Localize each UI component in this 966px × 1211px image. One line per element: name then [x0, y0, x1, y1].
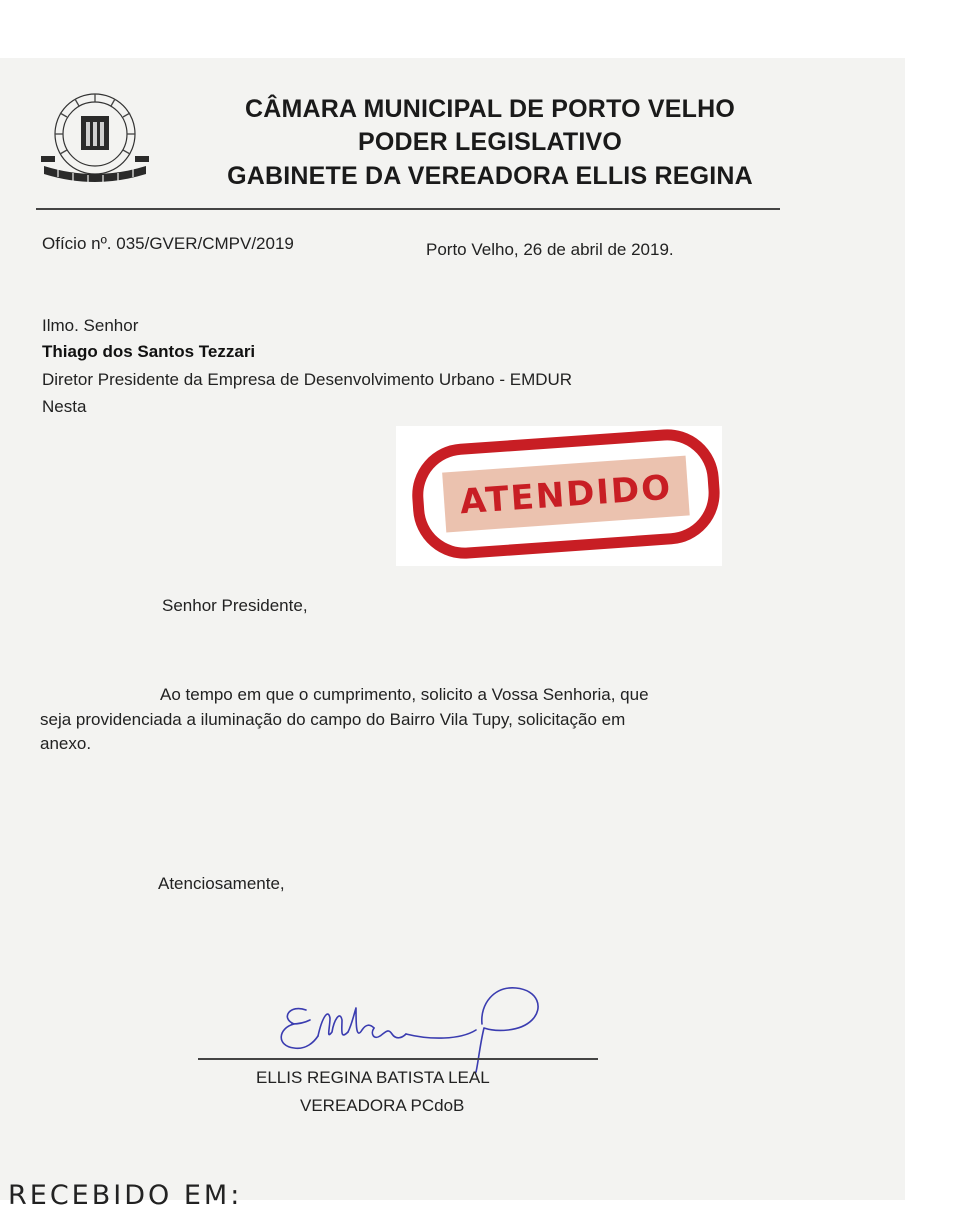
letterhead-branch: PODER LEGISLATIVO — [357, 128, 623, 156]
paragraph-line-2: seja providenciada a iluminação do campo do Bairro Vila Tupy, solicitação em — [40, 709, 626, 729]
greeting: Senhor Presidente, — [162, 596, 308, 615]
signatory-role: VEREADORA PCdoB — [300, 1096, 465, 1115]
paragraph-line-3: anexo. — [40, 734, 92, 753]
paragraph-line-1: Ao tempo em que o cumprimento, solicito a Vossa Senhoria, que — [160, 685, 649, 704]
letterhead-chamber-name: CÂMARA MUNICIPAL DE PORTO VELHO — [244, 95, 735, 123]
closing: Atenciosamente, — [158, 874, 285, 893]
recipient-location: Nesta — [42, 397, 87, 416]
body-paragraph — [40, 683, 768, 757]
letterhead-office: GABINETE DA VEREADORA ELLIS REGINA — [227, 162, 753, 190]
document-number: Ofício nº. 035/GVER/CMPV/2019 — [42, 234, 294, 253]
signatory-name: ELLIS REGINA BATISTA LEAL — [256, 1068, 490, 1087]
municipal-seal-logo — [38, 86, 152, 188]
recipient-title: Diretor Presidente da Empresa de Desenvolvimento Urbano - EMDUR — [42, 370, 573, 389]
received-label: RECEBIDO EM: — [8, 1180, 243, 1211]
signature-line — [198, 1058, 598, 1060]
recipient-salutation: Ilmo. Senhor — [42, 316, 139, 335]
place-date: Porto Velho, 26 de abril de 2019. — [426, 240, 674, 259]
recipient-name: Thiago dos Santos Tezzari — [42, 342, 256, 361]
header-divider — [36, 208, 780, 210]
atendido-stamp — [408, 423, 724, 566]
handwritten-signature — [270, 984, 560, 1074]
stamp-label: ATENDIDO — [458, 467, 674, 523]
